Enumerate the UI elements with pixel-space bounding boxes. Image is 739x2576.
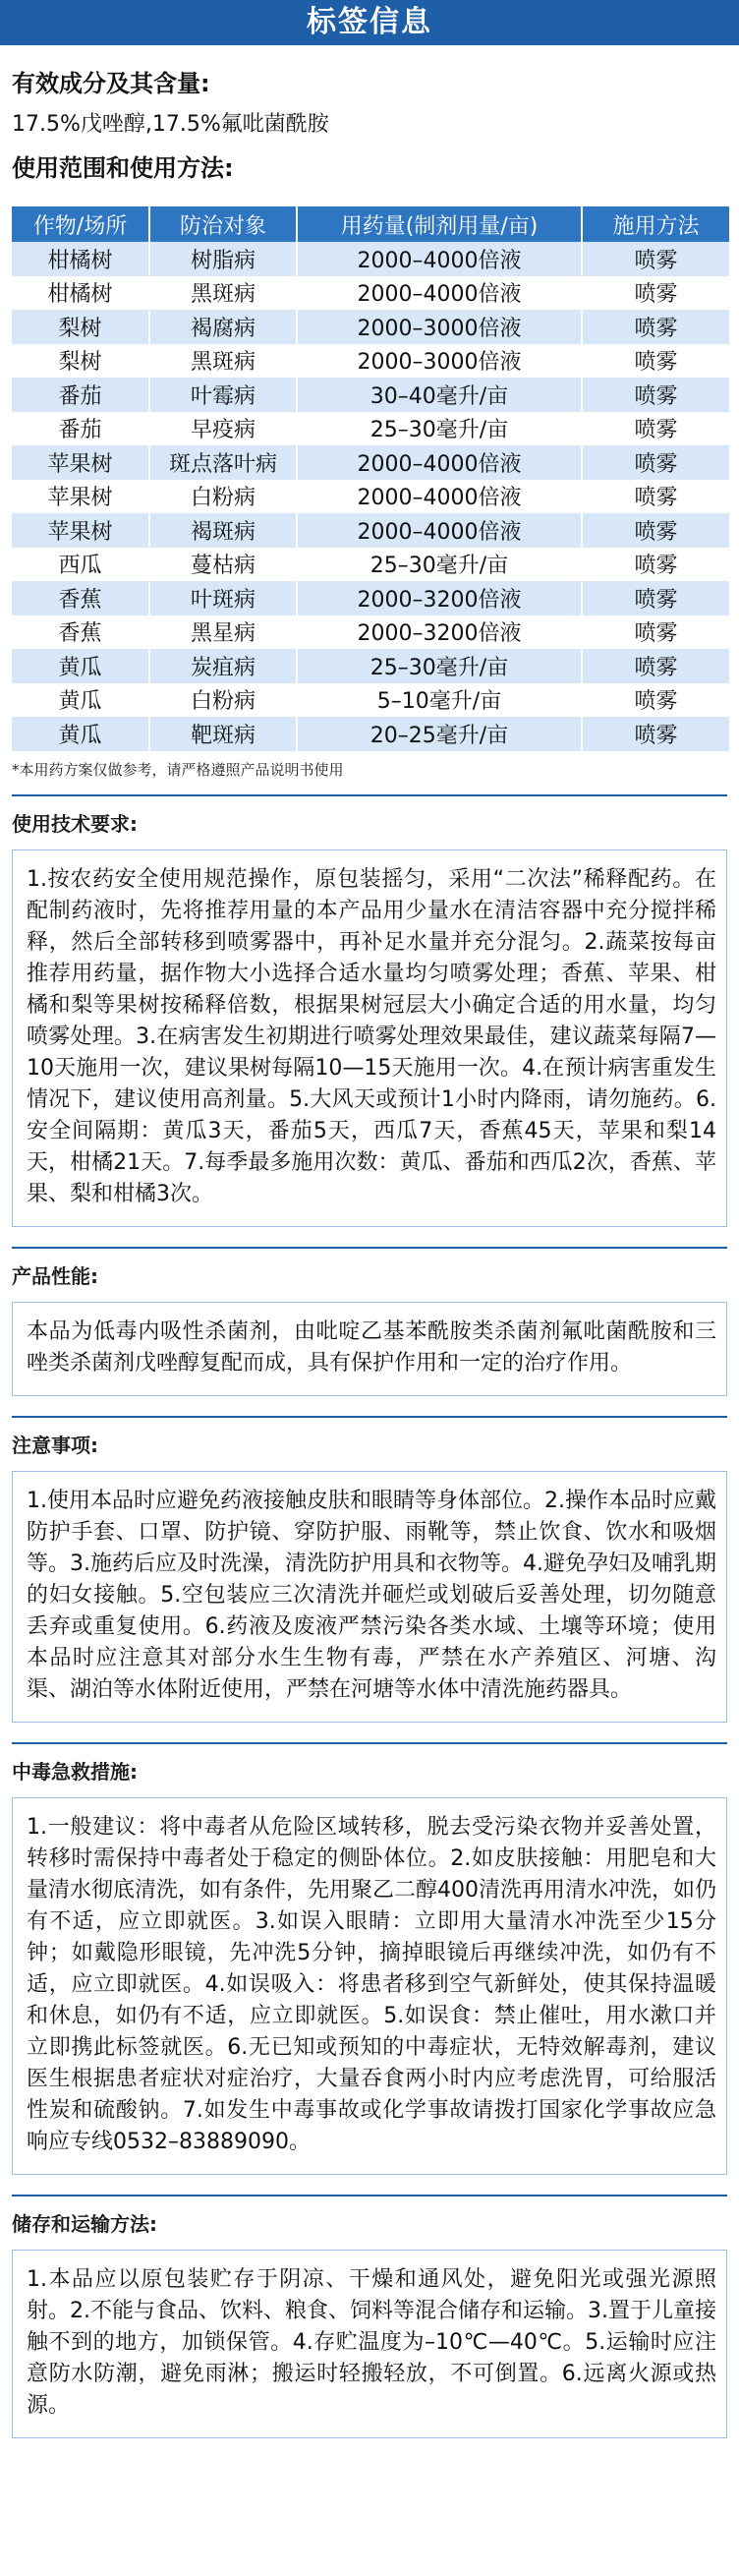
- table-row: [12, 615, 729, 650]
- cell-dosage: 2000–4000倍液: [297, 480, 582, 514]
- cell-target: 斑点落叶病: [149, 445, 297, 480]
- table-row: [12, 276, 729, 311]
- cell-dosage: 5–10毫升/亩: [297, 683, 582, 718]
- cell-target: 白粉病: [149, 480, 297, 514]
- usage-heading: 使用范围和使用方法:: [12, 154, 234, 182]
- table-row: [12, 344, 729, 379]
- table-row: [12, 683, 729, 718]
- cell-crop: 苹果树: [12, 513, 149, 548]
- table-row: [12, 378, 729, 412]
- cell-target: 白粉病: [149, 683, 297, 718]
- column-header-target: 防治对象: [149, 206, 297, 242]
- cell-crop: 柑橘树: [12, 276, 149, 311]
- storage-title: 储存和运输方法:: [12, 2211, 157, 2236]
- cell-method: 喷雾: [582, 717, 729, 751]
- cell-dosage: 25–30毫升/亩: [297, 649, 582, 683]
- cell-crop: 黄瓜: [12, 649, 149, 683]
- table-row: [12, 480, 729, 514]
- table-row: [12, 412, 729, 446]
- cell-crop: 香蕉: [12, 615, 149, 650]
- cell-method: 喷雾: [582, 581, 729, 615]
- technique-title: 使用技术要求:: [12, 811, 138, 836]
- ingredients-block: [0, 45, 739, 185]
- table-row: [12, 513, 729, 548]
- usage-table: [12, 206, 729, 751]
- cell-crop: 梨树: [12, 344, 149, 379]
- cell-method: 喷雾: [582, 445, 729, 480]
- cell-target: 蔓枯病: [149, 548, 297, 582]
- cell-target: 褐斑病: [149, 513, 297, 548]
- ingredients-text: 17.5%戊唑醇,17.5%氟吡菌酰胺: [12, 112, 329, 137]
- cell-crop: 西瓜: [12, 548, 149, 582]
- cell-dosage: 2000–3200倍液: [297, 581, 582, 615]
- cell-crop: 黄瓜: [12, 717, 149, 751]
- cell-target: 褐腐病: [149, 310, 297, 344]
- cell-dosage: 25–30毫升/亩: [297, 548, 582, 582]
- cell-target: 黑斑病: [149, 276, 297, 311]
- cell-method: 喷雾: [582, 344, 729, 379]
- page-title: 标签信息: [307, 5, 432, 39]
- cell-method: 喷雾: [582, 276, 729, 311]
- ingredients-heading: 有效成分及其含量:: [12, 70, 210, 97]
- cell-dosage: 2000–3000倍液: [297, 344, 582, 379]
- first-aid-body: 1.一般建议：将中毒者从危险区域转移，脱去受污染衣物并妥善处置，转移时需保持中毒者处于稳定的侧卧体位。2.如皮肤接触：用肥皂和大量清水彻底清洗，如有条件，先用聚乙二醇400清洗再用清水冲洗，如仍有不适，应立即就医。3.如误入眼睛：立即用大量清水冲洗至少15分钟；如戴隐形眼镜，先冲洗5分钟，摘掉眼镜后再继续冲洗，如仍有不适，应立即就医。4.如误吸入：将患者移到空气新鲜处，使其保持温暖和休息，如仍有不适，应立即就医。5.如误食：禁止催吐，用水漱口并立即携此标签就医。6.无已知或预知的中毒症状，无特效解毒剂，建议医生根据患者症状对症治疗，大量吞食两小时内应考虑洗胃，可给服活性炭和硫酸钠。7.如发生中毒事故或化学事故请拨打国家化学事故应急响应专线0532–83889090。: [12, 1797, 727, 2175]
- cell-dosage: 2000–4000倍液: [297, 445, 582, 480]
- table-row: [12, 581, 729, 615]
- technique-body: 1.按农药安全使用规范操作，原包装摇匀，采用“二次法”稀释配药。在配制药液时，先将推荐用量的本产品用少量水在清洁容器中充分搅拌稀释，然后全部转移到喷雾器中，再补足水量并充分混匀。2.蔬菜按每亩推荐用药量，据作物大小选择合适水量均匀喷雾处理；香蕉、苹果、柑橘和梨等果树按稀释倍数，根据果树冠层大小确定合适的用水量，均匀喷雾处理。3.在病害发生初期进行喷雾处理效果最佳，建议蔬菜每隔7—10天施用一次，建议果树每隔10—15天施用一次。4.在预计病害重发生情况下，建议使用高剂量。5.大风天或预计1小时内降雨，请勿施药。6.安全间隔期：黄瓜3天，番茄5天，西瓜7天，香蕉45天，苹果和梨14天，柑橘21天。7.每季最多施用次数：黄瓜、番茄和西瓜2次，香蕉、苹果、梨和柑橘3次。: [12, 849, 727, 1227]
- cell-target: 叶霉病: [149, 378, 297, 412]
- cell-target: 黑斑病: [149, 344, 297, 379]
- cell-method: 喷雾: [582, 683, 729, 718]
- cell-crop: 苹果树: [12, 480, 149, 514]
- table-row: [12, 445, 729, 480]
- cell-dosage: 25–30毫升/亩: [297, 412, 582, 446]
- cell-method: 喷雾: [582, 242, 729, 276]
- table-row: [12, 310, 729, 344]
- cell-method: 喷雾: [582, 412, 729, 446]
- cell-dosage: 2000–3200倍液: [297, 615, 582, 650]
- table-row: [12, 649, 729, 683]
- table-row: [12, 548, 729, 582]
- cell-method: 喷雾: [582, 615, 729, 650]
- cell-target: 靶斑病: [149, 717, 297, 751]
- first-aid-title: 中毒急救措施:: [12, 1759, 138, 1784]
- page-title-bar: [0, 0, 739, 45]
- usage-table-header-row: [12, 206, 729, 242]
- column-header-dosage: 用药量(制剂用量/亩): [297, 206, 582, 242]
- cell-target: 炭疽病: [149, 649, 297, 683]
- precautions-body: 1.使用本品时应避免药液接触皮肤和眼睛等身体部位。2.操作本品时应戴防护手套、口罩、防护镜、穿防护服、雨靴等，禁止饮食、饮水和吸烟等。3.施药后应及时洗澡，清洗防护用具和衣物等。4.避免孕妇及哺乳期的妇女接触。5.空包装应三次清洗并砸烂或划破后妥善处理，切勿随意丢弃或重复使用。6.药液及废液严禁污染各类水域、土壤等环境；使用本品时应注意其对部分水生生物有毒，严禁在水产养殖区、河塘、沟渠、湖泊等水体附近使用，严禁在河塘等水体中清洗施药器具。: [12, 1471, 727, 1723]
- cell-dosage: 2000–3000倍液: [297, 310, 582, 344]
- performance-title: 产品性能:: [12, 1263, 98, 1288]
- cell-crop: 香蕉: [12, 581, 149, 615]
- column-header-crop: 作物/场所: [12, 206, 149, 242]
- storage-body: 1.本品应以原包装贮存于阴凉、干燥和通风处，避免阳光或强光源照射。2.不能与食品、饮料、粮食、饲料等混合储存和运输。3.置于儿童接触不到的地方，加锁保管。4.存贮温度为–10℃—40℃。5.运输时应注意防水防潮，避免雨淋；搬运时轻搬轻放，不可倒置。6.远离火源或热源。: [12, 2250, 727, 2438]
- usage-footnote: *本用药方案仅做参考，请严格遵照产品说明书使用: [12, 760, 344, 779]
- cell-target: 早疫病: [149, 412, 297, 446]
- cell-method: 喷雾: [582, 548, 729, 582]
- cell-dosage: 20–25毫升/亩: [297, 717, 582, 751]
- cell-crop: 苹果树: [12, 445, 149, 480]
- table-row: [12, 242, 729, 276]
- table-row: [12, 717, 729, 751]
- cell-method: 喷雾: [582, 513, 729, 548]
- cell-crop: 柑橘树: [12, 242, 149, 276]
- cell-dosage: 2000–4000倍液: [297, 513, 582, 548]
- column-header-method: 施用方法: [582, 206, 729, 242]
- cell-crop: 黄瓜: [12, 683, 149, 718]
- cell-target: 树脂病: [149, 242, 297, 276]
- precautions-title: 注意事项:: [12, 1433, 98, 1457]
- cell-method: 喷雾: [582, 378, 729, 412]
- cell-dosage: 30–40毫升/亩: [297, 378, 582, 412]
- cell-method: 喷雾: [582, 649, 729, 683]
- cell-method: 喷雾: [582, 310, 729, 344]
- performance-body: 本品为低毒内吸性杀菌剂，由吡啶乙基苯酰胺类杀菌剂氟吡菌酰胺和三唑类杀菌剂戊唑醇复配而成，具有保护作用和一定的治疗作用。: [12, 1302, 727, 1396]
- cell-method: 喷雾: [582, 480, 729, 514]
- cell-crop: 番茄: [12, 412, 149, 446]
- cell-crop: 梨树: [12, 310, 149, 344]
- cell-dosage: 2000–4000倍液: [297, 242, 582, 276]
- cell-dosage: 2000–4000倍液: [297, 276, 582, 311]
- cell-target: 叶斑病: [149, 581, 297, 615]
- cell-crop: 番茄: [12, 378, 149, 412]
- cell-target: 黑星病: [149, 615, 297, 650]
